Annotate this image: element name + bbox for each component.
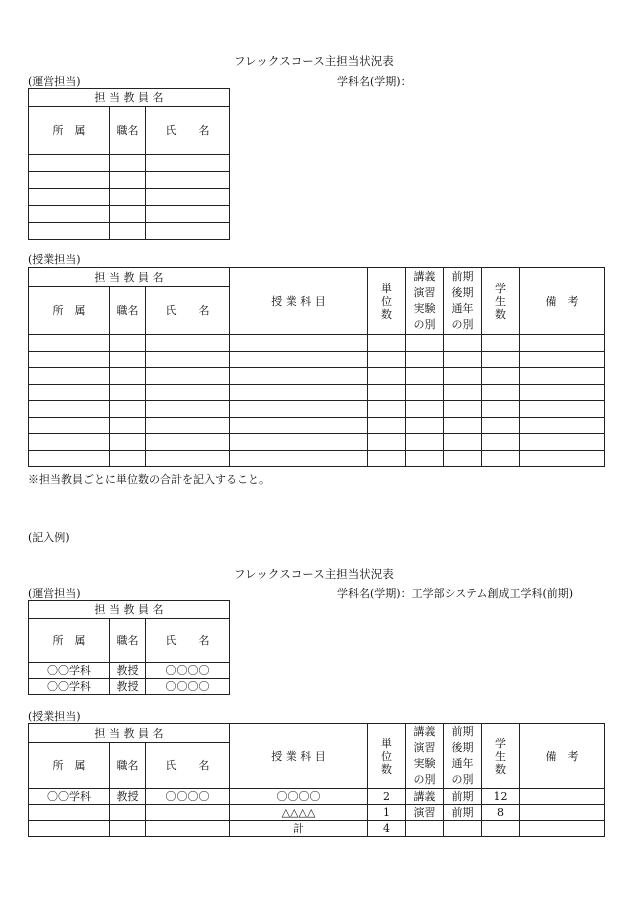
table-row	[29, 805, 605, 821]
units-header: 単 位 数	[368, 724, 406, 789]
students-header: 学 生 数	[482, 724, 520, 789]
staff-header: 担 当 教 員 名	[29, 601, 230, 619]
teaching-table	[28, 267, 605, 467]
remarks-header: 備 考	[520, 724, 605, 789]
affiliation-cell: 〇〇学科	[29, 679, 110, 695]
term-header: 前期 後期 通年 の別	[444, 724, 482, 789]
type-cell: 講義	[406, 789, 444, 805]
name-cell: 〇〇〇〇	[146, 789, 230, 805]
affiliation-header: 所 属	[29, 619, 110, 663]
table-row	[29, 223, 230, 240]
units-cell: 1	[368, 805, 406, 821]
students-cell: 8	[482, 805, 520, 821]
total-label-cell: 計	[230, 821, 368, 837]
staff-header: 担 当 教 員 名	[29, 268, 230, 287]
affiliation-header: 所 属	[29, 107, 110, 155]
students-header: 学 生 数	[482, 268, 520, 335]
affiliation-cell	[29, 821, 110, 837]
example-operations-table	[28, 600, 230, 695]
table-row	[29, 679, 230, 695]
name-cell: 〇〇〇〇	[146, 679, 230, 695]
affiliation-cell: 〇〇学科	[29, 789, 110, 805]
name-header: 氏 名	[146, 743, 230, 789]
rank-cell: 教授	[110, 789, 146, 805]
form-title: フレックスコース主担当状況表	[234, 54, 394, 68]
remarks-cell	[520, 821, 605, 837]
example-teaching-label: (授業担当)	[28, 710, 81, 723]
subject-header: 授 業 科 目	[230, 724, 368, 789]
term-cell: 前期	[444, 805, 482, 821]
name-header: 氏 名	[146, 287, 230, 335]
rank-cell: 教授	[110, 663, 146, 679]
total-units-cell: 4	[368, 821, 406, 837]
rank-header: 職名	[110, 743, 146, 789]
rank-header: 職名	[110, 107, 146, 155]
table-row	[29, 821, 605, 837]
subject-cell: △△△△	[230, 805, 368, 821]
type-cell	[406, 821, 444, 837]
table-row	[29, 172, 230, 189]
rank-cell: 教授	[110, 679, 146, 695]
lecture-type-header: 講義 演習 実験 の別	[406, 724, 444, 789]
remarks-cell	[520, 805, 605, 821]
affiliation-cell	[29, 805, 110, 821]
type-cell: 演習	[406, 805, 444, 821]
example-department-label: 学科名(学期)：工学部システム創成工学科(前期)	[337, 587, 574, 600]
teaching-label: (授業担当)	[28, 253, 81, 266]
rank-cell	[110, 821, 146, 837]
remarks-header: 備 考	[520, 268, 605, 335]
table-row	[29, 155, 230, 172]
table-row	[29, 206, 230, 223]
rank-header: 職名	[110, 619, 146, 663]
lecture-type-header: 講義 演習 実験 の別	[406, 268, 444, 335]
name-cell	[146, 821, 230, 837]
units-cell: 2	[368, 789, 406, 805]
table-row	[29, 663, 230, 679]
name-header: 氏 名	[146, 107, 230, 155]
table-row	[29, 351, 605, 368]
table-row	[29, 189, 230, 206]
affiliation-header: 所 属	[29, 743, 110, 789]
affiliation-header: 所 属	[29, 287, 110, 335]
students-cell: 12	[482, 789, 520, 805]
operations-table	[28, 88, 230, 240]
rank-cell	[110, 805, 146, 821]
term-cell	[444, 821, 482, 837]
table-row	[29, 789, 605, 805]
table-row	[29, 434, 605, 451]
units-header: 単 位 数	[368, 268, 406, 335]
table-row	[29, 368, 605, 385]
staff-header: 担 当 教 員 名	[29, 89, 230, 107]
example-teaching-table	[28, 723, 605, 837]
department-label: 学科名(学期)：	[337, 75, 412, 88]
name-header: 氏 名	[146, 619, 230, 663]
term-cell: 前期	[444, 789, 482, 805]
affiliation-cell: 〇〇学科	[29, 663, 110, 679]
term-header: 前期 後期 通年 の別	[444, 268, 482, 335]
rank-header: 職名	[110, 287, 146, 335]
table-row	[29, 335, 605, 352]
note-text: ※担当教員ごとに単位数の合計を記入すること。	[28, 473, 270, 486]
example-label: (記入例)	[28, 531, 70, 544]
table-row	[29, 417, 605, 434]
table-row	[29, 401, 605, 418]
staff-header: 担 当 教 員 名	[29, 724, 230, 743]
example-form-title: フレックスコース主担当状況表	[234, 567, 394, 581]
subject-header: 授 業 科 目	[230, 268, 368, 335]
remarks-cell	[520, 789, 605, 805]
subject-cell: 〇〇〇〇	[230, 789, 368, 805]
name-cell	[146, 805, 230, 821]
name-cell: 〇〇〇〇	[146, 663, 230, 679]
operations-label: (運営担当)	[28, 75, 81, 88]
example-operations-label: (運営担当)	[28, 587, 81, 600]
students-cell	[482, 821, 520, 837]
table-row	[29, 450, 605, 467]
table-row	[29, 384, 605, 401]
